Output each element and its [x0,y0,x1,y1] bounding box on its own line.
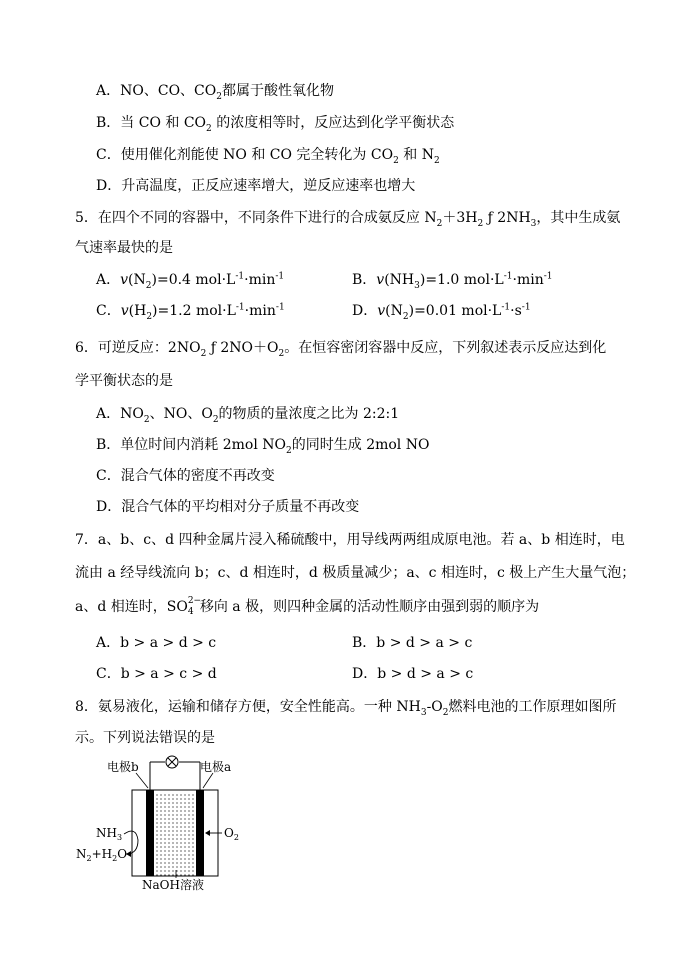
products-label: $N_2+H_2O$ [76,847,128,863]
electrode-a-leader [203,773,213,788]
lamp-icon [166,756,178,768]
q7-option-d: D．b > d > a > c [352,666,474,682]
q7-stem-line2: 流由 a 经导线流向 b；c、d 相连时，d 极质量减少；a、c 相连时，c 极上产生大量气泡； [75,565,636,581]
q5-stem-line2: 气速率最快的是 [75,240,173,256]
sulfate-charge: 2− 4 [187,596,202,617]
naoh-electrolyte [154,794,196,876]
q4-option-b: B．当 CO 和 $CO_2$ 的浓度相等时，反应达到化学平衡状态 [96,115,455,134]
q5-option-d: D．$v(N_2)=0.01$ $mol\cdot L^{-1}\cdot s^{-1}$ [352,302,531,322]
q6-option-b: B．单位时间内消耗 2mol $NO_2$的同时生成 2mol NO [96,437,430,456]
q6-stem-line2: 学平衡状态的是 [75,373,173,389]
q6-option-d: D．混合气体的平均相对分子质量不再改变 [96,499,360,515]
q7-option-a: A．b > a > d > c [96,635,217,651]
q7-option-b: B．b > d > a > c [352,635,473,651]
q6-option-c: C．混合气体的密度不再改变 [96,468,275,484]
o2-label: $O_2$ [224,826,239,842]
q5-option-c: C．$v(H_2)=1.2$ $mol\cdot L^{-1}\cdot\min^{-1}$ [96,302,285,322]
electrode-b-leader [136,773,148,788]
q7-option-c: C．b > a > c > d [96,666,217,682]
q4-option-d: D．升高温度，正反应速率增大，逆反应速率也增大 [96,178,416,194]
electrode-b-label: 电极b [107,760,139,774]
q6-stem-line1: 6．可逆反应：$2NO_2$ ƒ $2NO+O_2$。在恒容密闭容器中反应，下列叙述表示反应达到化 [75,340,607,359]
q5-option-a: A．$v(N_2)=0.4$ $mol\cdot L^{-1}\cdot\min^{-1}$ [96,271,285,291]
q6-option-a: A．$NO_2$、NO、$O_2$的物质的量浓度之比为 2:2:1 [96,406,400,425]
q4-option-c: C．使用催化剂能使 NO 和 CO 完全转化为 $CO_2$ 和 $N_2$ [96,147,440,166]
q5-stem-line1: 5．在四个不同的容器中，不同条件下进行的合成氨反应 $N_2+3H_2$ ƒ $2NH_3$，其中生成氨 [75,210,621,229]
fuel-cell-diagram [72,754,252,894]
nh3-label: $NH_3$ [96,826,123,842]
q7-stem-line1: 7．a、b、c、d 四种金属片浸入稀硫酸中，用导线两两组成原电池。若 a、b 相连时，电 [75,532,625,548]
q4-option-a: A．NO、CO、$CO_2$都属于酸性氧化物 [96,83,334,102]
electrolyte-label: NaOH溶液 [142,878,204,892]
q8-stem-line1: 8．氨易液化，运输和储存方便，安全性能高。一种 $NH_3-O_2$燃料电池的工作原理如图所 [75,699,617,718]
q5-option-b: B．$v(NH_3)=1.0$ $mol\cdot L^{-1}\cdot\min^{-1}$ [352,271,553,291]
q8-stem-line2: 示。下列说法错误的是 [75,730,215,746]
electrode-b [146,790,154,876]
electrode-a [196,790,204,876]
q7-stem-line3: a、d 相连时，SO 2− 4 移向 a 极，则四种金属的活动性顺序由强到弱的顺序为 [75,596,540,617]
electrode-a-label: 电极a [200,760,232,774]
